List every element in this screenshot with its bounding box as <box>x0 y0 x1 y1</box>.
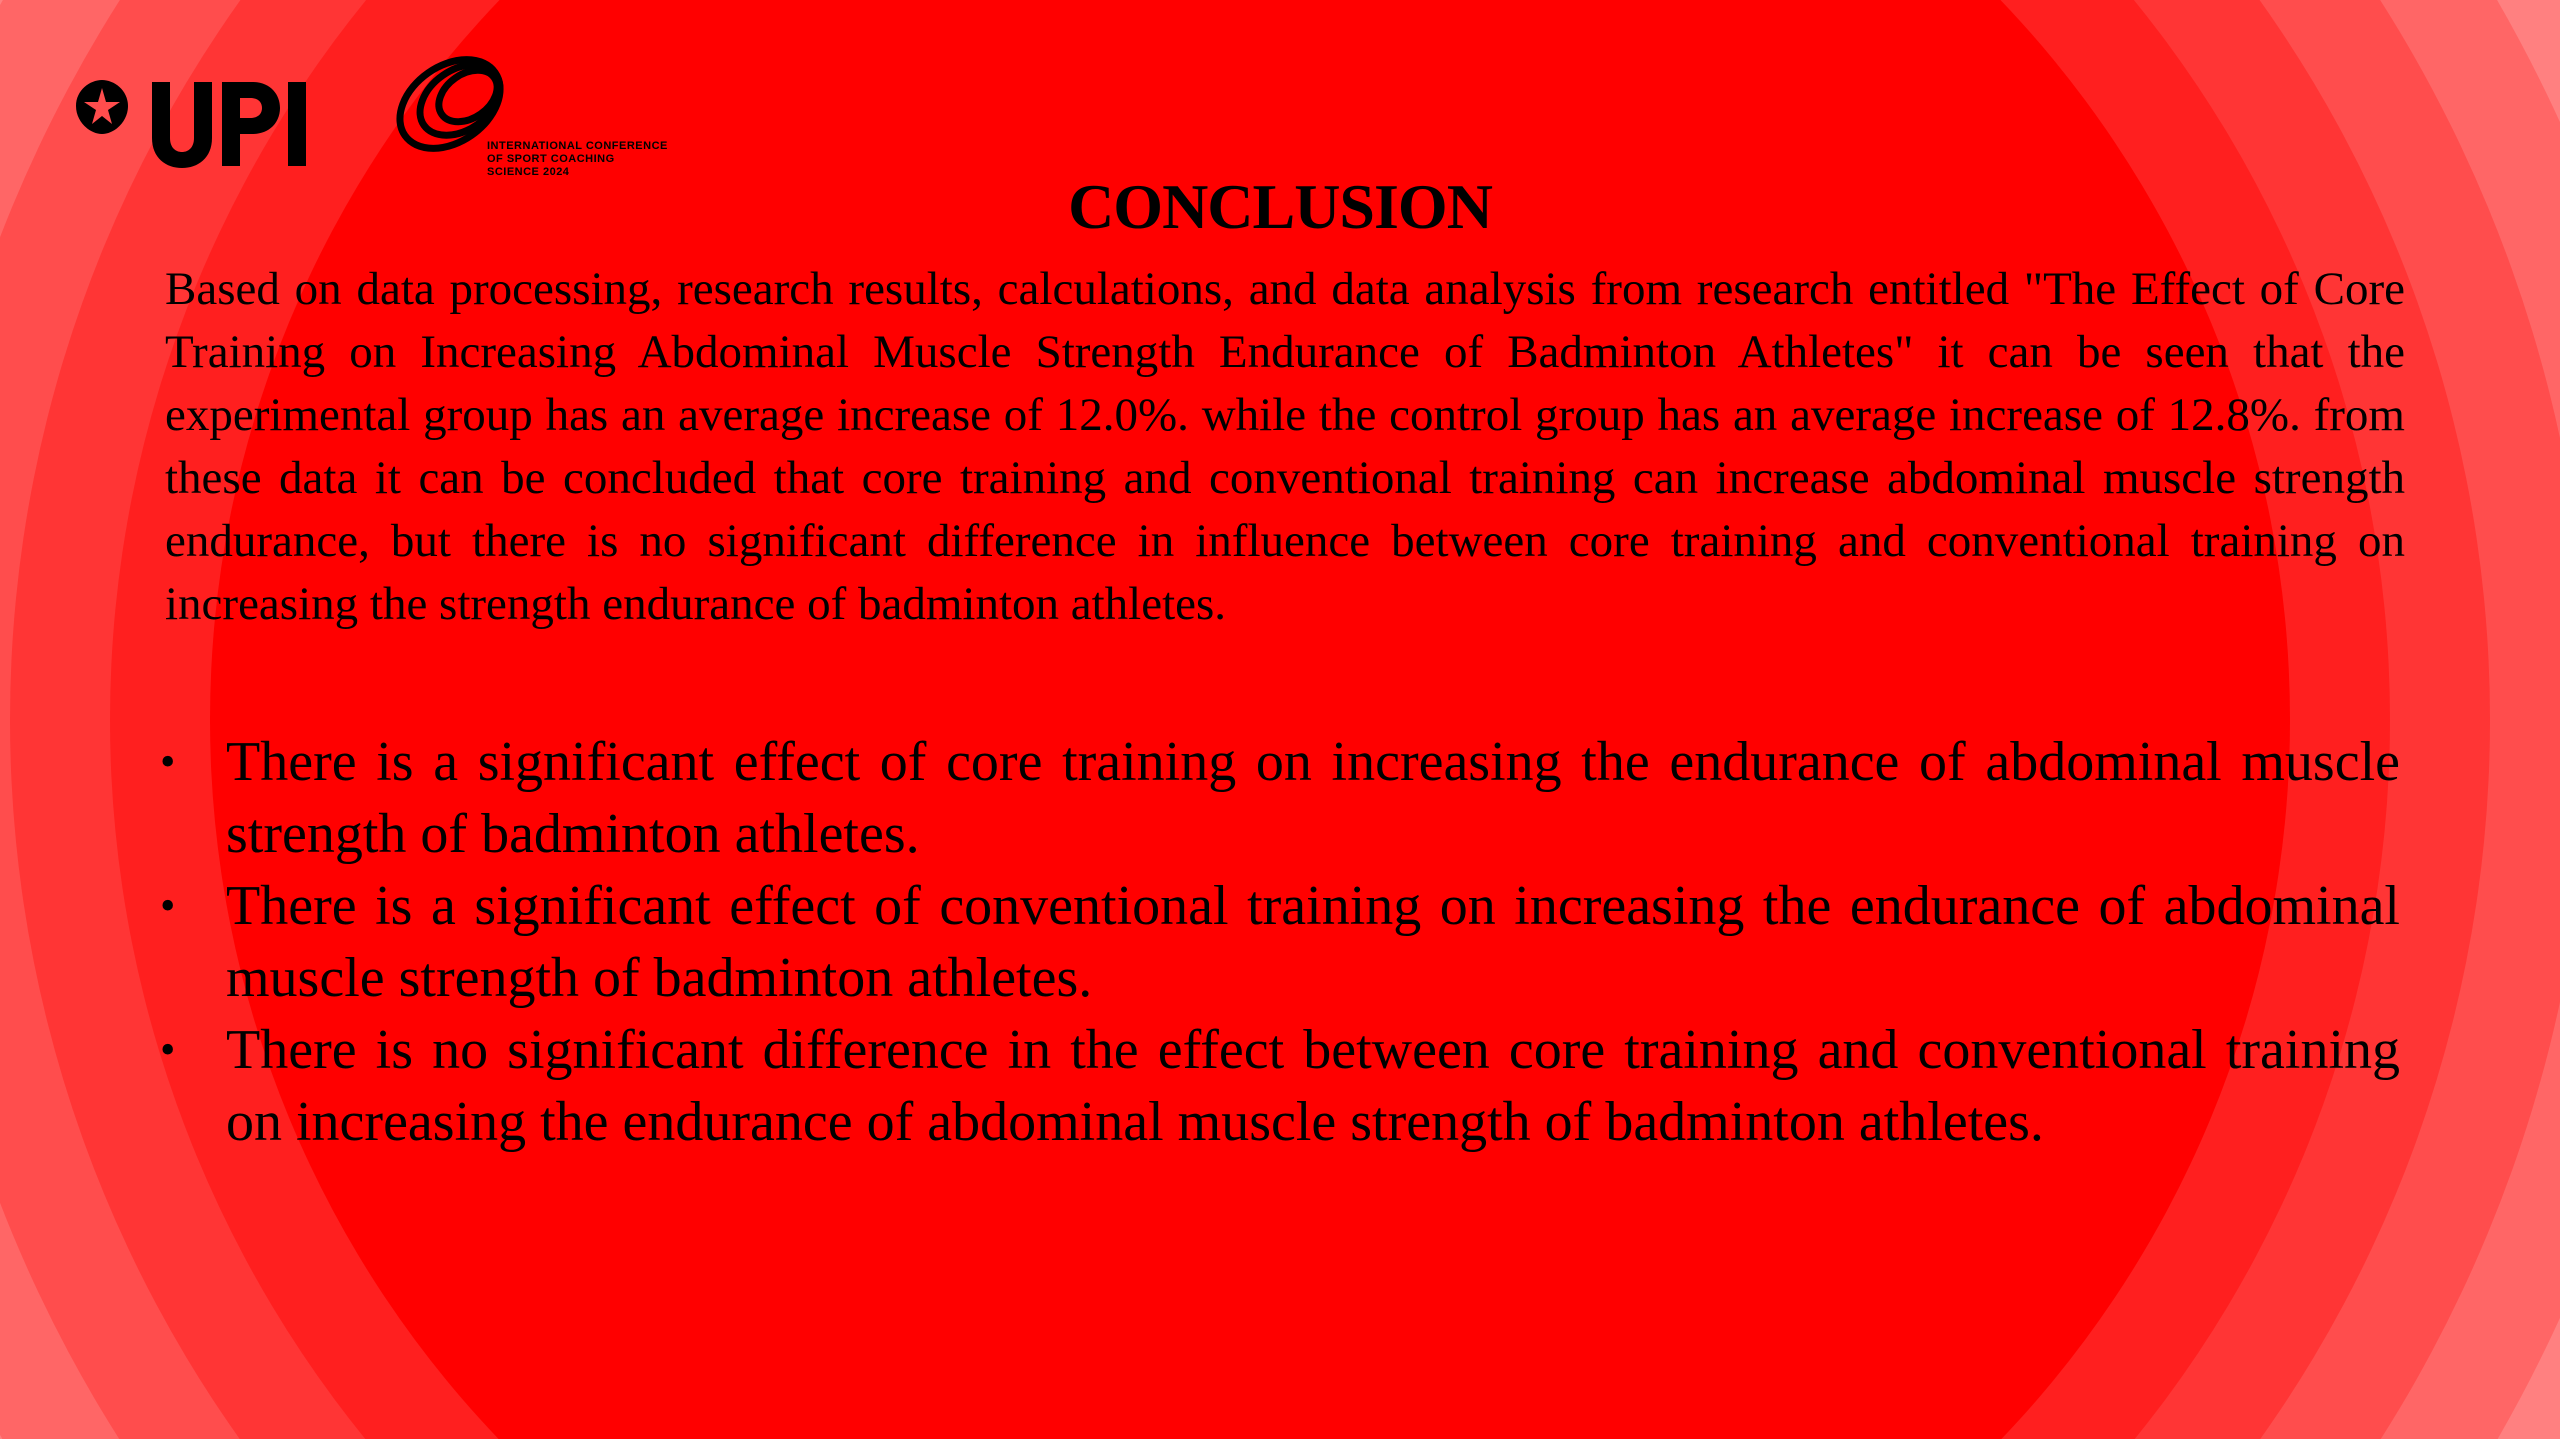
conclusion-bullets <box>160 726 2400 1158</box>
bullet-text: There is no significant difference in the effect between core training and conventional training on increasing the endurance of abdominal muscle strength of badminton athletes. <box>226 1019 2400 1153</box>
bullet-icon: • <box>160 737 176 786</box>
bullet-icon: • <box>160 881 176 930</box>
bullet-item <box>160 726 2400 870</box>
bullet-text: There is a significant effect of conventional training on increasing the endurance of abdominal muscle strength of badminton athletes. <box>226 875 2400 1009</box>
conference-logo-line: SCIENCE 2024 <box>487 166 570 178</box>
bullet-item <box>160 870 2400 1014</box>
upi-logo <box>70 72 310 172</box>
conference-logo-line: INTERNATIONAL CONFERENCE <box>487 140 668 152</box>
conclusion-paragraph: Based on data processing, research results, calculations, and data analysis from research entitled "The Effect of Core Training on Increasing Abdominal Muscle Strength Endurance of Badminton Athletes" it can be seen that the experimental group has an average increase of 12.0%. while the control group has an average increase of 12.8%. from these data it can be concluded that core training and conventional training can increase abdominal muscle strength endurance, but there is no significant difference in influence between core training and conventional training on increasing the strength endurance of badminton athletes. <box>165 263 2405 630</box>
conference-logo-line: OF SPORT COACHING <box>487 153 615 165</box>
bullet-text: There is a significant effect of core training on increasing the endurance of abdominal muscle strength of badminton athletes. <box>226 731 2400 865</box>
slide-title: CONCLUSION <box>1068 171 1492 242</box>
bullet-icon: • <box>160 1025 176 1074</box>
bullet-item <box>160 1014 2400 1158</box>
